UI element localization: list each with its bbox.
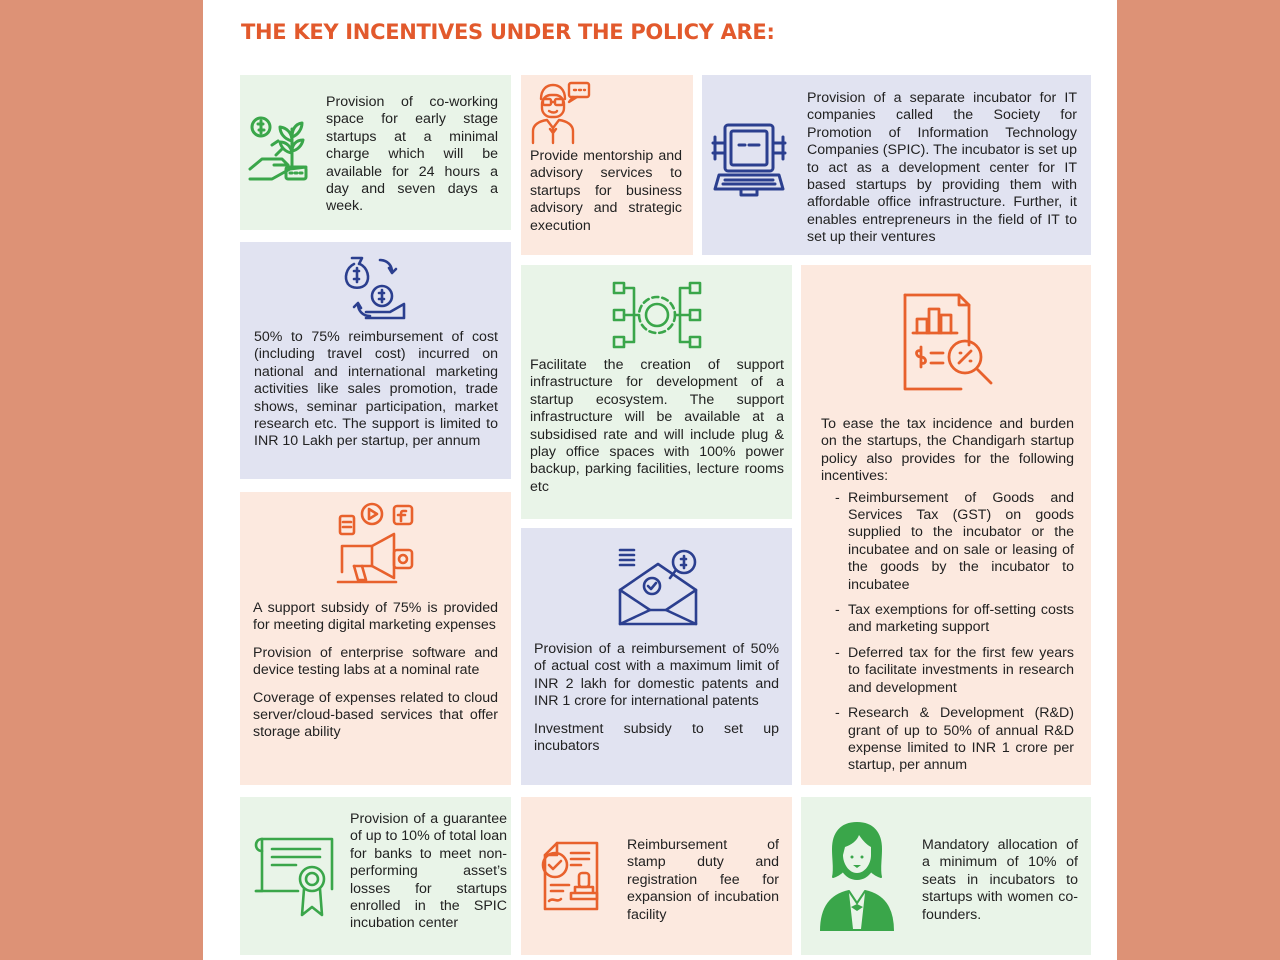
card-digital-text [253,600,498,752]
woman-founder-icon [815,821,899,931]
card-infrastructure [521,265,792,519]
card-coworking [240,75,511,230]
card-women-text: Mandatory allocation of a minimum of 10% of seats in incubators to startups with women co-founders. [922,837,1078,923]
card-marketing-text: 50% to 75% reimbursement of cost (including travel cost) incurred on national and international marketing activities like sales promotion, trade shows, seminar participation, market research etc. The support is limited to INR 10 Lakh per startup, per annum [254,329,498,450]
card-infrastructure-text: Facilitate the creation of support infrastructure for development of a startup ecosystem. The support infrastructure will be available at a subsidised rate and will include plug & play office spaces with 100% power backup, parking facilities, lecture rooms etc [530,357,784,495]
card-tax-text [821,416,1074,783]
envelope-dollar-icon [616,546,700,626]
card-patents-text [534,641,779,765]
gear-network-icon [612,279,702,351]
card-women [801,797,1091,955]
stamp-document-icon [535,839,609,915]
tax-item-exemptions: - Tax exemptions for off-setting costs and marketing support [821,602,1074,637]
card-mentorship-text: Provide mentorship and advisory services to startups for business advisory and strategic execution [530,148,682,234]
card-guarantee [240,797,511,955]
digital-marketing-megaphone-icon [334,502,418,586]
cloud-expenses: Coverage of expenses related to cloud server/cloud-based services that offer storage ability [253,689,498,741]
tax-report-magnifier-icon [899,293,999,393]
card-stamp-duty [521,797,792,955]
card-spic [702,75,1091,255]
card-digital-marketing [240,492,511,785]
tax-item-deferred: - Deferred tax for the first few years to facilitate investments in research and development [821,645,1074,697]
patent-reimbursement: Provision of a reimbursement of 50% of actual cost with a maximum limit of INR 2 lakh for domestic patents and INR 1 crore for international patents [534,641,779,710]
plant-hand-money-icon [248,111,314,191]
tax-item-gst: - Reimbursement of Goods and Services Tax (GST) on goods supplied to the incubator or the incubatee and on sale or leasing of the goods by the incubator to incubatee [821,490,1074,594]
card-marketing [240,242,511,479]
document-page [203,0,1117,960]
testing-labs: Provision of enterprise software and device testing labs at a nominal rate [253,644,498,679]
card-coworking-text: Provision of co-working space for early stage startups at a minimal charge which will be available for 24 hours a day and seven days a week. [326,94,498,215]
digital-subsidy: A support subsidy of 75% is provided for meeting digital marketing expenses [253,600,498,634]
certificate-icon [254,835,338,919]
card-guarantee-text: Provision of a guarantee of up to 10% of total loan for banks to meet non-performing asset’s losses for startups enrolled in the SPIC incubation center [350,811,507,932]
card-mentorship [521,75,693,255]
card-spic-text: Provision of a separate incubator for IT companies called the Society for Promotion of Information Technology Companies (SPIC). The incubator is set up to act as a development center for IT based startups by providing them with affordable office infrastructure. Further, it enables entrepreneurs in the field of IT to set up their ventures [807,90,1077,246]
card-tax [801,265,1091,785]
mentor-speech-icon [529,79,593,145]
tax-item-rnd: - Research & Development (R&D) grant of up to 50% of annual R&D expense limited to INR 1 crore per startup, per annum [821,705,1074,775]
card-patents [521,528,792,785]
page-title: THE KEY INCENTIVES UNDER THE POLICY ARE: [241,20,775,44]
card-tax-intro: To ease the tax incidence and burden on the startups, the Chandigarh startup policy also provides for the following incentives: [821,416,1074,485]
incubator-subsidy: Investment subsidy to set up incubators [534,720,779,755]
money-bags-cycle-icon [340,254,410,324]
card-stamp-text: Reimbursement of stamp duty and registration fee for expansion of incubation facility [627,837,779,923]
computer-tools-icon [711,123,787,203]
tax-incentive-list [821,490,1074,775]
